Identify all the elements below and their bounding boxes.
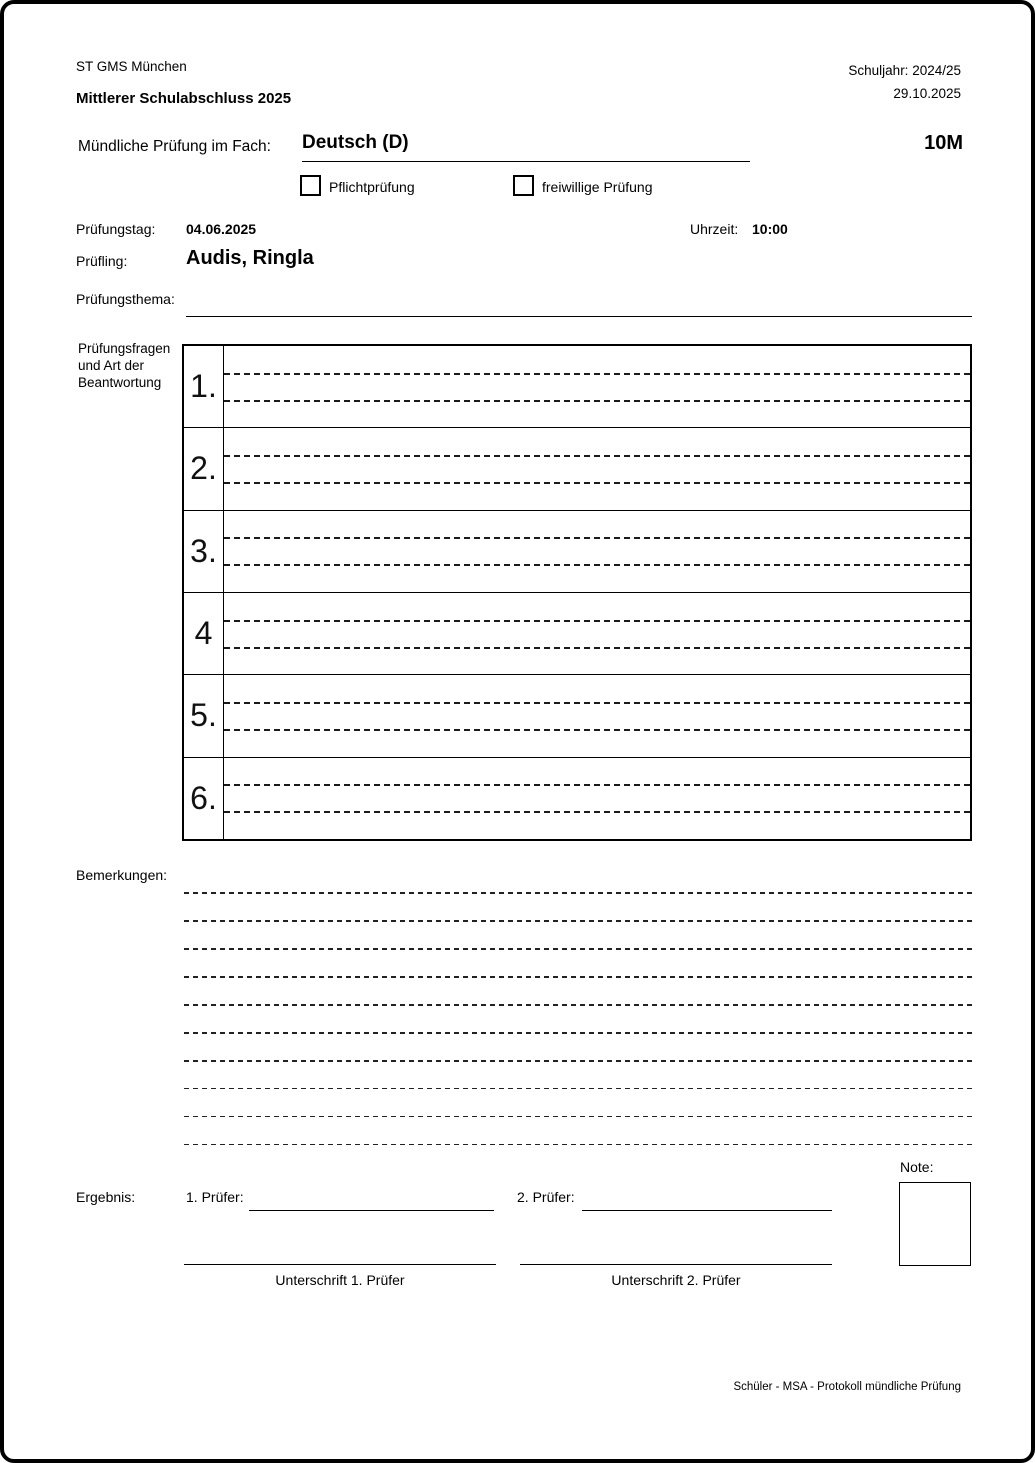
mandatory-exam-checkbox[interactable] xyxy=(300,175,321,196)
signature1-label: Unterschrift 1. Prüfer xyxy=(275,1272,405,1288)
remarks-line xyxy=(184,1060,972,1062)
document-footer: Schüler - MSA - Protokoll mündliche Prüfung xyxy=(733,1381,961,1393)
signature2-line[interactable] xyxy=(520,1264,832,1265)
question-number-1: 1. xyxy=(184,346,224,427)
question-number-3: 3. xyxy=(184,511,224,592)
form-title: Mittlerer Schulabschluss 2025 xyxy=(76,90,292,107)
voluntary-exam-label: freiwillige Prüfung xyxy=(542,179,653,195)
writing-line xyxy=(224,373,970,375)
writing-line xyxy=(224,620,970,622)
writing-line xyxy=(224,400,970,402)
questions-table xyxy=(182,344,972,841)
remarks-line xyxy=(184,920,972,922)
question-answer-area-1[interactable] xyxy=(224,346,970,427)
question-number-2: 2. xyxy=(184,428,224,509)
subject-label: Mündliche Prüfung im Fach: xyxy=(78,138,271,155)
writing-line xyxy=(224,537,970,539)
question-number-4: 4 xyxy=(184,593,224,674)
remarks-line xyxy=(184,948,972,950)
writing-line xyxy=(224,702,970,704)
question-answer-area-2[interactable] xyxy=(224,428,970,509)
mandatory-exam-label: Pflichtprüfung xyxy=(329,179,415,195)
remarks-line xyxy=(184,1144,972,1146)
exam-day-value: 04.06.2025 xyxy=(186,221,257,237)
time-label: Uhrzeit: xyxy=(690,221,739,237)
remarks-line xyxy=(184,892,972,894)
writing-line xyxy=(224,784,970,786)
writing-line xyxy=(224,729,970,731)
examiner1-label: 1. Prüfer: xyxy=(186,1189,244,1205)
subject-underline xyxy=(302,161,750,162)
remarks-line xyxy=(184,1116,972,1118)
question-row-2 xyxy=(184,427,970,509)
examinee-label: Prüfling: xyxy=(76,253,128,269)
remarks-line xyxy=(184,1032,972,1034)
writing-line xyxy=(224,647,970,649)
remarks-line xyxy=(184,1004,972,1006)
examiner1-input-line[interactable] xyxy=(249,1210,494,1211)
remarks-writing-area[interactable] xyxy=(184,892,972,1172)
writing-line xyxy=(224,811,970,813)
writing-line xyxy=(224,482,970,484)
examiner2-label: 2. Prüfer: xyxy=(517,1189,575,1205)
subject-value: Deutsch (D) xyxy=(302,132,409,153)
question-answer-area-3[interactable] xyxy=(224,511,970,592)
question-answer-area-4[interactable] xyxy=(224,593,970,674)
time-value: 10:00 xyxy=(752,221,788,237)
examiner2-input-line[interactable] xyxy=(582,1210,832,1211)
topic-label: Prüfungsthema: xyxy=(76,291,175,307)
examinee-name: Audis, Ringla xyxy=(186,247,314,269)
writing-line xyxy=(224,455,970,457)
voluntary-exam-checkbox[interactable] xyxy=(513,175,534,196)
remarks-label: Bemerkungen: xyxy=(76,867,168,883)
questions-label xyxy=(78,340,188,391)
school-year: Schuljahr: 2024/25 xyxy=(848,63,961,78)
question-number-6: 6. xyxy=(184,758,224,839)
writing-line xyxy=(224,564,970,566)
question-row-4 xyxy=(184,592,970,674)
class-group: 10M xyxy=(924,132,963,154)
header-right xyxy=(848,59,961,105)
question-number-5: 5. xyxy=(184,675,224,756)
result-label: Ergebnis: xyxy=(76,1189,136,1205)
remarks-line xyxy=(184,976,972,978)
remarks-line xyxy=(184,1088,972,1090)
signature2-label: Unterschrift 2. Prüfer xyxy=(611,1272,741,1288)
signature1-line[interactable] xyxy=(184,1264,496,1265)
question-row-6 xyxy=(184,757,970,839)
grade-input-box[interactable] xyxy=(899,1182,971,1266)
grade-label: Note: xyxy=(900,1159,934,1175)
print-date: 29.10.2025 xyxy=(893,86,961,101)
question-row-1 xyxy=(184,346,970,427)
exam-day-label: Prüfungstag: xyxy=(76,221,156,237)
question-row-3 xyxy=(184,510,970,592)
questions-label-line2: und Art der xyxy=(78,358,145,373)
question-answer-area-5[interactable] xyxy=(224,675,970,756)
question-row-5 xyxy=(184,674,970,756)
question-answer-area-6[interactable] xyxy=(224,758,970,839)
questions-label-line1: Prüfungsfragen xyxy=(78,341,171,356)
questions-label-line3: Beantwortung xyxy=(78,375,162,390)
school-name: ST GMS München xyxy=(76,59,187,74)
topic-input-line[interactable] xyxy=(186,316,972,317)
